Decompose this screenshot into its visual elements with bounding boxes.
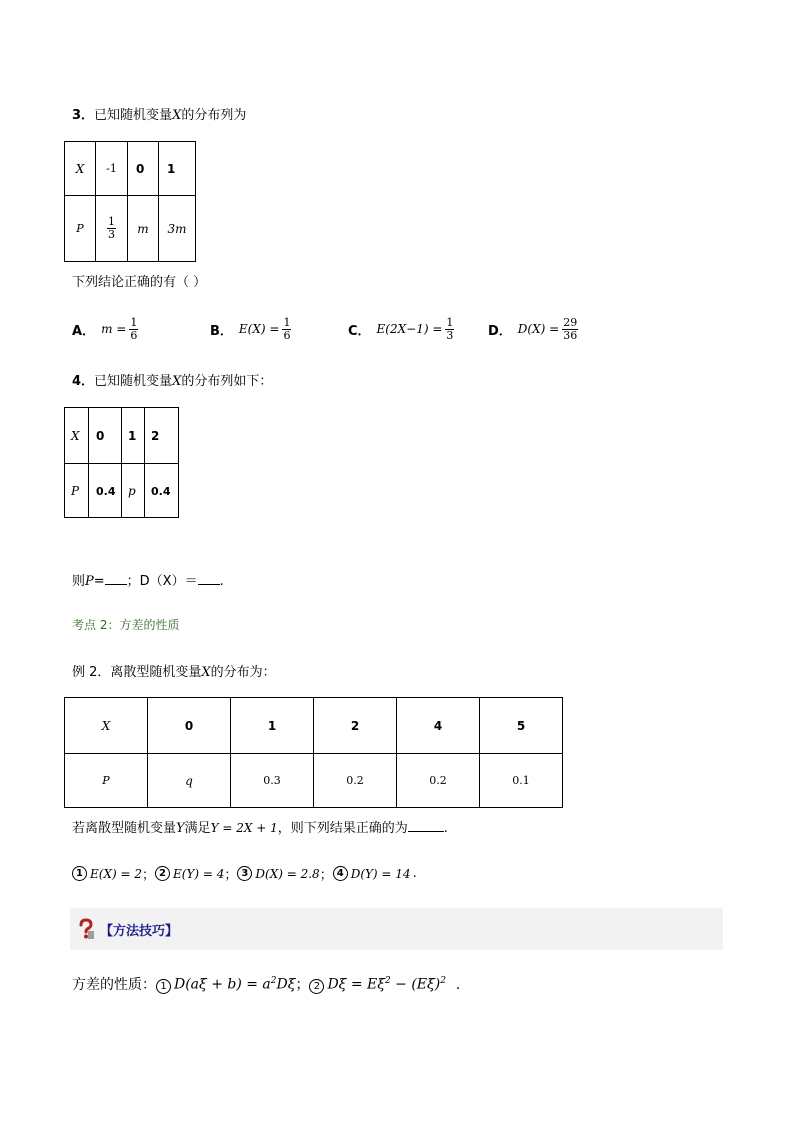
example2-condition — [72, 817, 448, 836]
q4-fill-var: P — [85, 574, 94, 589]
fraction-numerator: 29 — [563, 315, 578, 329]
q3-heading-var: X — [172, 108, 182, 123]
fraction-numerator: 1 — [283, 315, 291, 329]
ex2-cell-p-1: q — [148, 754, 231, 808]
q4-cell-p-2 — [122, 464, 145, 518]
q4-heading-var: X — [172, 374, 182, 389]
option-label: C． — [348, 323, 371, 339]
ex2-cell-p-4: 0.2 — [397, 754, 480, 808]
variance-properties — [72, 974, 460, 994]
item-sep: ； — [319, 868, 333, 883]
answer-blank[interactable] — [198, 584, 220, 585]
example2-items — [72, 864, 417, 883]
item-expr: E(Y) = 4 — [173, 866, 225, 881]
ex2-cell-p-5: 0.1 — [480, 754, 563, 808]
q4-cell-x-3 — [145, 408, 179, 464]
method-tips-title: 【方法技巧】 — [100, 924, 179, 939]
ex2-cell-x-label: X — [65, 698, 148, 754]
fraction-denominator: 6 — [283, 328, 291, 342]
q3-cell-x-2-text: 0 — [136, 161, 145, 176]
ex2-cell-p-label: P — [65, 754, 148, 808]
q4-cell-x-1 — [89, 408, 122, 464]
fraction — [445, 317, 454, 342]
q4-heading-post: 的分布列如下： — [181, 374, 273, 389]
q3-distribution-table — [64, 141, 196, 262]
circled-number: 4 — [333, 866, 348, 881]
option-expr: E(X) = — [238, 322, 280, 336]
circled-number: 2 — [155, 866, 170, 881]
q4-cell-text: X — [71, 428, 80, 443]
q3-option-a[interactable] — [72, 313, 138, 345]
variance-formula-2 — [327, 976, 445, 993]
q4-cell-p-1 — [89, 464, 122, 518]
formula-mid: − (Eξ) — [390, 977, 441, 993]
fraction — [562, 317, 578, 342]
question-mark-icon — [76, 918, 96, 944]
q4-fill-mid: ；D（X）＝ — [126, 574, 198, 589]
example2-heading-var: X — [201, 665, 211, 680]
ex2-cell-x-5: 5 — [480, 698, 563, 754]
fraction — [107, 216, 116, 241]
example2-distribution-table — [64, 697, 563, 808]
q3-cell-p-label: P — [65, 196, 96, 262]
q3-question: 下列结论正确的有（ ） — [72, 275, 207, 290]
ex2-cell-p-2: 0.3 — [231, 754, 314, 808]
option-expr: E(2X−1) = — [376, 322, 443, 336]
answer-blank[interactable] — [408, 831, 444, 832]
fraction-denominator: 6 — [130, 328, 138, 342]
q4-heading-text: 已知随机变量 — [94, 374, 173, 389]
example2-heading-text: 例 2．离散型随机变量 — [72, 665, 202, 680]
method-tips-bar — [70, 908, 723, 950]
q3-heading-post: 的分布列为 — [181, 108, 247, 123]
q3-heading-text: 已知随机变量 — [94, 108, 173, 123]
fraction-denominator: 3 — [108, 228, 115, 241]
condition-expr: Y = 2X + 1 — [210, 821, 278, 835]
fraction-numerator: 1 — [108, 215, 115, 228]
formula-sep: ； — [295, 977, 310, 993]
ex2-cell-x-1: 0 — [148, 698, 231, 754]
fraction-numerator: 1 — [130, 315, 138, 329]
q4-fill-pre: 则 — [72, 574, 86, 589]
condition-end: . — [443, 821, 448, 836]
q3-cell-p-1 — [96, 196, 128, 262]
item-expr: D(Y) = 14 — [350, 866, 411, 881]
option-expr: D(X) = — [517, 322, 560, 336]
ex2-cell-x-2: 1 — [231, 698, 314, 754]
condition-post: ，则下列结果正确的为 — [277, 821, 408, 836]
condition-text: 若离散型随机变量 — [72, 821, 177, 836]
q4-number: 4． — [72, 374, 95, 389]
q4-cell-text: 0 — [96, 428, 105, 443]
item-end: . — [412, 866, 417, 881]
ex2-cell-x-3: 2 — [314, 698, 397, 754]
formula-text: Dξ = Eξ — [327, 977, 385, 993]
q4-cell-x-label — [65, 408, 89, 464]
formula-end: . — [455, 977, 461, 993]
q3-number: 3． — [72, 108, 95, 123]
q4-fill-eq: = — [93, 574, 105, 589]
q4-fill-end: . — [219, 574, 224, 589]
ex2-cell-x-4: 4 — [397, 698, 480, 754]
circled-number: 3 — [237, 866, 252, 881]
circled-number: 1 — [72, 866, 87, 881]
answer-blank[interactable] — [105, 584, 127, 585]
example2-heading-post: 的分布为： — [210, 665, 276, 680]
q4-cell-text: p — [128, 483, 136, 498]
item-expr: E(X) = 2 — [90, 866, 142, 881]
q4-cell-text: 0.4 — [96, 484, 116, 498]
formula-sup: 2 — [270, 976, 277, 987]
q4-heading — [72, 370, 272, 389]
q3-cell-x-3-text: 1 — [167, 161, 176, 176]
condition-var: Y — [176, 821, 185, 836]
q3-heading — [72, 104, 246, 123]
formula-sup: 2 — [384, 976, 391, 987]
ex2-cell-p-3: 0.2 — [314, 754, 397, 808]
fraction-denominator: 3 — [446, 328, 454, 342]
q3-cell-x-2 — [128, 142, 159, 196]
item-sep: ； — [224, 868, 238, 883]
fraction-numerator: 1 — [446, 315, 454, 329]
option-label: A． — [72, 323, 96, 339]
q4-cell-text: 0.4 — [151, 484, 171, 498]
q3-cell-x-label: X — [65, 142, 96, 196]
variance-label: 方差的性质： — [72, 977, 156, 993]
circled-number: 2 — [309, 979, 324, 994]
fraction — [129, 317, 138, 342]
q4-fill-line — [72, 570, 224, 589]
q3-cell-p-3: 3m — [159, 196, 196, 262]
formula-text: D(aξ + b) = a — [174, 977, 271, 993]
q4-distribution-table — [64, 407, 179, 518]
item-sep: ； — [141, 868, 155, 883]
q3-cell-p-2: m — [128, 196, 159, 262]
section-title: 考点 2：方差的性质 — [72, 618, 180, 632]
variance-formula-1 — [174, 976, 295, 993]
q4-cell-p-label — [65, 464, 89, 518]
item-expr: D(X) = 2.8 — [255, 866, 320, 881]
q4-cell-x-2 — [122, 408, 145, 464]
fraction-denominator: 36 — [563, 328, 578, 342]
formula-sup: 2 — [440, 976, 446, 987]
q3-option-b[interactable] — [210, 313, 291, 345]
option-label: B． — [210, 323, 233, 339]
example2-heading — [72, 661, 276, 680]
circled-number: 1 — [156, 979, 171, 994]
q4-cell-p-3 — [145, 464, 179, 518]
fraction — [282, 317, 291, 342]
condition-mid: 满足 — [184, 821, 211, 836]
q3-option-c[interactable] — [348, 313, 454, 345]
q4-cell-text: 1 — [128, 428, 137, 443]
q4-cell-text: P — [71, 483, 80, 498]
option-expr: m = — [101, 322, 127, 336]
q3-cell-x-3 — [159, 142, 196, 196]
q3-cell-x-1: -1 — [96, 142, 128, 196]
option-label: D． — [488, 323, 512, 339]
q3-option-d[interactable] — [488, 313, 578, 345]
formula-tail: Dξ — [276, 977, 296, 993]
q4-cell-text: 2 — [151, 428, 160, 443]
